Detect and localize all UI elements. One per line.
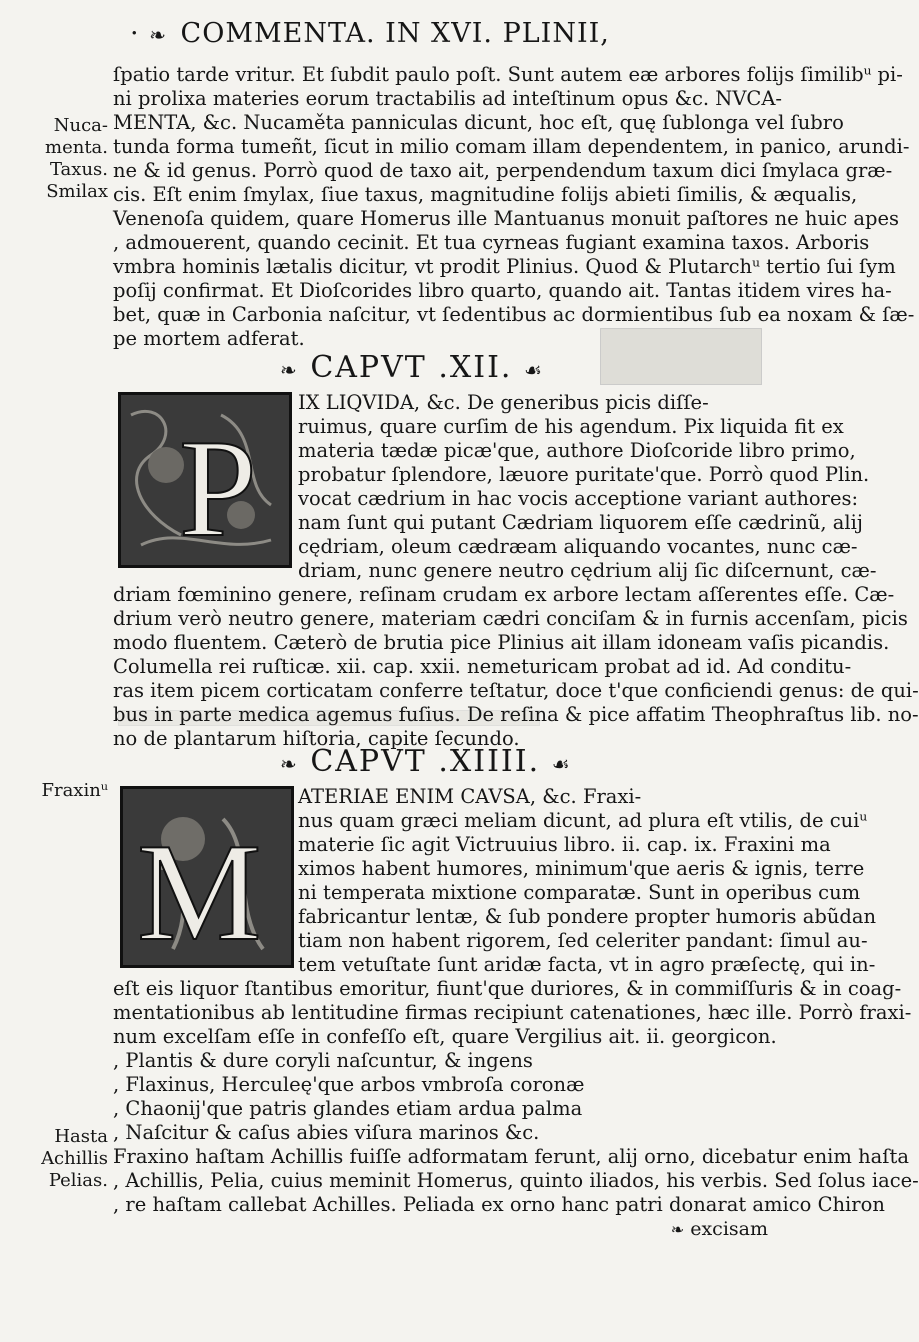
text-line: Columella rei ruſticæ. xii. cap. xxii. nemeturicam probat ad id. Ad conditu- — [113, 655, 852, 678]
text-line: ras item picem corticatam conferre teſtatur, doce t'que conficiendi genus: de qui- — [113, 679, 919, 702]
text-line: bus in parte medica agemus fuſius. De reſina & pice affatim Theophraſtus lib. no- — [113, 703, 919, 726]
margin-note-menta: menta. — [45, 137, 108, 158]
chapter-heading-14 — [280, 744, 572, 779]
text-line: eſt eis liquor ſtantibus emoritur, fiunt'que duriores, & in commiſſuris & in coag- — [113, 977, 902, 1000]
chapter-title: CAPVT .XII. — [310, 350, 513, 385]
text-line: vocat cædrium in hac vocis acceptione variant authores: — [298, 487, 859, 510]
text-line: Venenoſa quidem, quare Homerus ille Mantuanus monuit paſtores ne huic apes — [113, 207, 900, 230]
page-dot: · — [130, 18, 140, 49]
initial-letter-m: M — [137, 815, 262, 970]
text-line: num excelſam eſſe in confeſſo eſt, quare Vergilius ait. ii. georgicon. — [113, 1025, 777, 1048]
catchword — [671, 1218, 768, 1240]
margin-note-fraxinus: Fraxinᵘ — [41, 780, 108, 801]
fleuron-icon: ❧ — [149, 23, 167, 47]
text-line: cędriam, oleum cædræam aliquando vocantes, nunc cæ- — [298, 535, 858, 558]
text-line: ruimus, quare curſim de his agendum. Pix liquida fit ex — [298, 415, 844, 438]
text-line: tem vetuſtate ſunt aridæ facta, vt in agro præſectę, qui in- — [298, 953, 876, 976]
text-line: nus quam græci meliam dicunt, ad plura eſt vtilis, de cuiᵘ — [298, 809, 868, 832]
text-line: tunda forma tumeñt, ſicut in milio comam illam dependentem, in panico, arundi- — [113, 135, 910, 158]
decorated-initial-m — [120, 786, 294, 968]
chapter-heading-12 — [280, 350, 544, 385]
text-line: driam, nunc genere neutro cędrium alij ſic diſcernunt, cæ- — [298, 559, 877, 582]
text-line: modo fluentem. Cæterò de brutia pice Plinius ait illam idoneam vaſis picandis. — [113, 631, 890, 654]
fleuron-icon: ☙ — [524, 358, 544, 382]
text-line: Fraxino haſtam Achillis fuiſſe adformatam ferunt, alij orno, dicebatur enim haſta — [113, 1145, 909, 1168]
margin-note-taxus: Taxus. — [49, 159, 108, 180]
decorated-initial-p — [118, 392, 292, 568]
text-line: nam ſunt qui putant Cædriam liquorem eſſe cædrinũ, alij — [298, 511, 863, 534]
text-line: ni prolixa materies eorum tractabilis ad inteſtinum opus &c. NVCA- — [113, 87, 783, 110]
verse-line: , Chaonij'que patris glandes etiam ardua palma — [113, 1097, 583, 1120]
header-title: COMMENTA. IN XVI. PLINII, — [180, 18, 610, 49]
text-line: MENTA, &c. Nucaměta panniculas dicunt, hoc eſt, quę ſublonga vel ſubro — [113, 111, 844, 134]
catchword-text: excisam — [690, 1218, 768, 1240]
margin-note-hasta: Hasta — [54, 1126, 108, 1147]
text-line: fabricantur lentæ, & ſub pondere propter humoris abũdan — [298, 905, 877, 928]
margin-note-pelias: Pelias. — [48, 1170, 108, 1191]
running-header — [130, 18, 770, 58]
text-line: vmbra hominis lætalis dicitur, vt prodit Plinius. Quod & Plutarchᵘ tertio ſui ſym — [113, 255, 896, 278]
text-line: IX LIQVIDA, &c. De generibus picis diſſe- — [298, 391, 709, 414]
verse-line: , Naſcitur & caſus abies viſura marinos &c. — [113, 1121, 540, 1144]
text-line: probatur ſplendore, læuore puritate'que. Porrò quod Plin. — [298, 463, 870, 486]
text-line: no de plantarum hiſtoria, capite ſecundo. — [113, 727, 520, 750]
text-line: tiam non habent rigorem, ſed celeriter pandant: ſimul au- — [298, 929, 868, 952]
fleuron-icon: ❧ — [670, 1220, 685, 1239]
text-line: materia tædæ picæ'que, authore Dioſcoride libro primo, — [298, 439, 856, 462]
text-line: bet, quæ in Carbonia naſcitur, vt ſedentibus ac dormientibus ſub ea noxam & ſæ- — [113, 303, 915, 326]
text-line: ne & id genus. Porrò quod de taxo ait, perpendendum taxum dici ſmylaca græ- — [113, 159, 893, 182]
text-line: , re haſtam callebat Achilles. Peliada ex orno hanc patri donarat amico Chiron — [113, 1193, 885, 1216]
fleuron-icon: ❧ — [280, 752, 299, 776]
margin-note-smilax: Smilax — [46, 181, 108, 202]
fleuron-icon: ❧ — [280, 358, 299, 382]
margin-note-achillis: Achillis — [41, 1148, 108, 1169]
margin-note-nuca: Nuca- — [53, 115, 108, 136]
text-line: , admouerent, quando cecinit. Et tua cyrneas fugiant examina taxos. Arboris — [113, 231, 870, 254]
verse-line: , Flaxinus, Herculeę'que arbos vmbroſa coronæ — [113, 1073, 585, 1096]
fleuron-icon: ☙ — [551, 752, 572, 776]
text-line: ximos habent humores, minimum'que aeris & ignis, terre — [298, 857, 865, 880]
initial-letter-p: P — [179, 411, 257, 566]
chapter-title: CAPVT .XIIII. — [310, 744, 541, 779]
text-line: drium verò neutro genere, materiam cædri conciſam & in furnis accenſam, picis — [113, 607, 908, 630]
text-line: ſpatio tarde vritur. Et ſubdit paulo poſt. Sunt autem eæ arbores folijs ſimilibᵘ pi- — [113, 63, 903, 86]
text-line: ni temperata mixtione comparatæ. Sunt in operibus cum — [298, 881, 861, 904]
text-line: pe mortem adferat. — [113, 327, 305, 350]
text-line: , Achillis, Pelia, cuius meminit Homerus, quinto iliados, his verbis. Sed ſolus iace- — [113, 1169, 919, 1192]
verse-line: , Plantis & dure coryli naſcuntur, & ingens — [113, 1049, 533, 1072]
text-line: cis. Eſt enim ſmylax, ſiue taxus, magnitudine folijs abieti ſimilis, & æqualis, — [113, 183, 858, 206]
text-line: mentationibus ab lentitudine firmas recipiunt catenationes, hæc ille. Porrò fraxi- — [113, 1001, 912, 1024]
text-line: materie ſic agit Victruuius libro. ii. cap. ix. Fraxini ma — [298, 833, 831, 856]
text-line: poſij confirmat. Et Dioſcorides libro quarto, quando ait. Tantas itidem vires ha- — [113, 279, 892, 302]
text-line: driam fœminino genere, reſinam crudam ex arbore lectam aſſerentes eſſe. Cæ- — [113, 583, 895, 606]
text-line: ATERIAE ENIM CAVSA, &c. Fraxi- — [298, 785, 642, 808]
